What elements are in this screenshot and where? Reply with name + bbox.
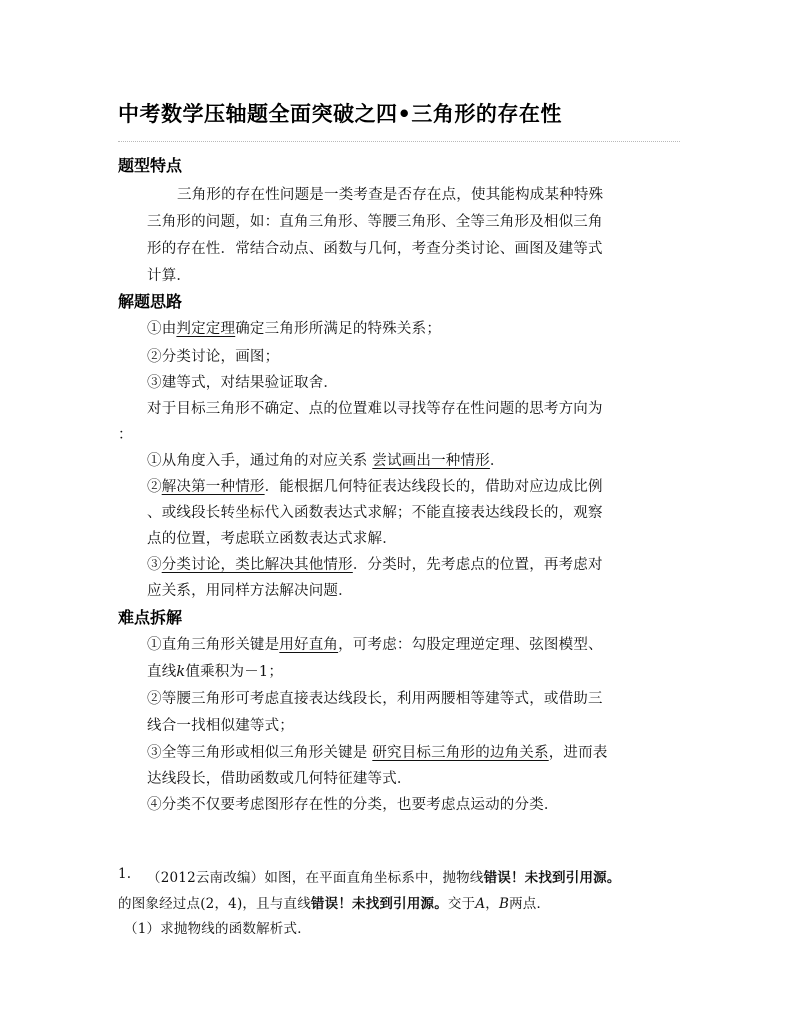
approach-item-3: ③建等式，对结果验证取舍．	[147, 375, 339, 391]
problem-line-2: 的图象经过点(2，4)，且与直线错误！未找到引用源。交于A，B两点．	[118, 896, 551, 912]
title-divider	[118, 141, 680, 142]
direction-item-2: ②解决第一种情形．能根据几何特征表达线段长的，借助对应边成比例	[147, 479, 603, 495]
features-line-3: 形的存在性．常结合动点、函数与几何，考查分类讨论、画图及建等式	[147, 241, 603, 257]
direction-item-3-line-2: 应关系，用同样方法解决问题．	[147, 583, 353, 599]
section-heading-difficulties: 难点拆解	[118, 608, 183, 627]
direction-item-3: ③分类讨论，类比解决其他情形．分类时，先考虑点的位置，再考虑对	[147, 557, 603, 573]
page-title: 中考数学压轴题全面突破之四•三角形的存在性	[118, 102, 562, 126]
approach-paragraph-line-1: 对于目标三角形不确定、点的位置难以寻找等存在性问题的思考方向为	[147, 401, 603, 417]
section-heading-approach: 解题思路	[118, 292, 183, 311]
approach-paragraph-line-2: ：	[118, 427, 133, 443]
features-line-2: 三角形的问题，如：直角三角形、等腰三角形、全等三角形及相似三角	[147, 214, 603, 230]
direction-item-2-line-2: 、或线段长转坐标代入函数表达式求解；不能直接表达线段长的，观察	[147, 505, 603, 521]
direction-item-1: ①从角度入手，通过角的对应关系 尝试画出一种情形．	[147, 453, 505, 469]
problem-question-1: （1）求抛物线的函数解析式．	[124, 921, 311, 937]
difficulty-item-2: ②等腰三角形可考虑直接表达线段长，利用两腰相等建等式，或借助三	[147, 691, 603, 707]
section-heading-features: 题型特点	[118, 156, 183, 175]
difficulty-item-4: ④分类不仅要考虑图形存在性的分类，也要考虑点运动的分类．	[147, 797, 559, 813]
difficulty-item-3-line-2: 达线段长，借助函数或几何特征建等式．	[147, 771, 412, 787]
features-line-4: 计算．	[147, 268, 192, 284]
direction-item-2-line-3: 点的位置，考虑联立函数表达式求解．	[147, 531, 397, 547]
reference-error-text: 错误！未找到引用源。	[310, 896, 448, 912]
difficulty-item-1-line-2: 直线k值乘积为－1；	[147, 664, 284, 680]
problem-number: 1.	[118, 866, 132, 882]
difficulty-item-1: ①直角三角形关键是用好直角，可考虑：勾股定理逆定理、弦图模型、	[147, 637, 603, 653]
difficulty-item-2-line-2: 线合一找相似建等式；	[147, 718, 294, 734]
features-line-1: 三角形的存在性问题是一类考查是否存在点，使其能构成某种特殊	[177, 187, 604, 203]
approach-item-2: ②分类讨论，画图；	[147, 349, 280, 365]
problem-line-1: （2012云南改编）如图，在平面直角坐标系中，抛物线错误！未找到引用源。	[147, 870, 621, 886]
approach-item-1: ①由判定定理确定三角形所满足的特殊关系；	[147, 321, 442, 337]
reference-error-text: 错误！未找到引用源。	[483, 870, 621, 886]
difficulty-item-3: ③全等三角形或相似三角形关键是 研究目标三角形的边角关系，进而表	[147, 745, 608, 761]
